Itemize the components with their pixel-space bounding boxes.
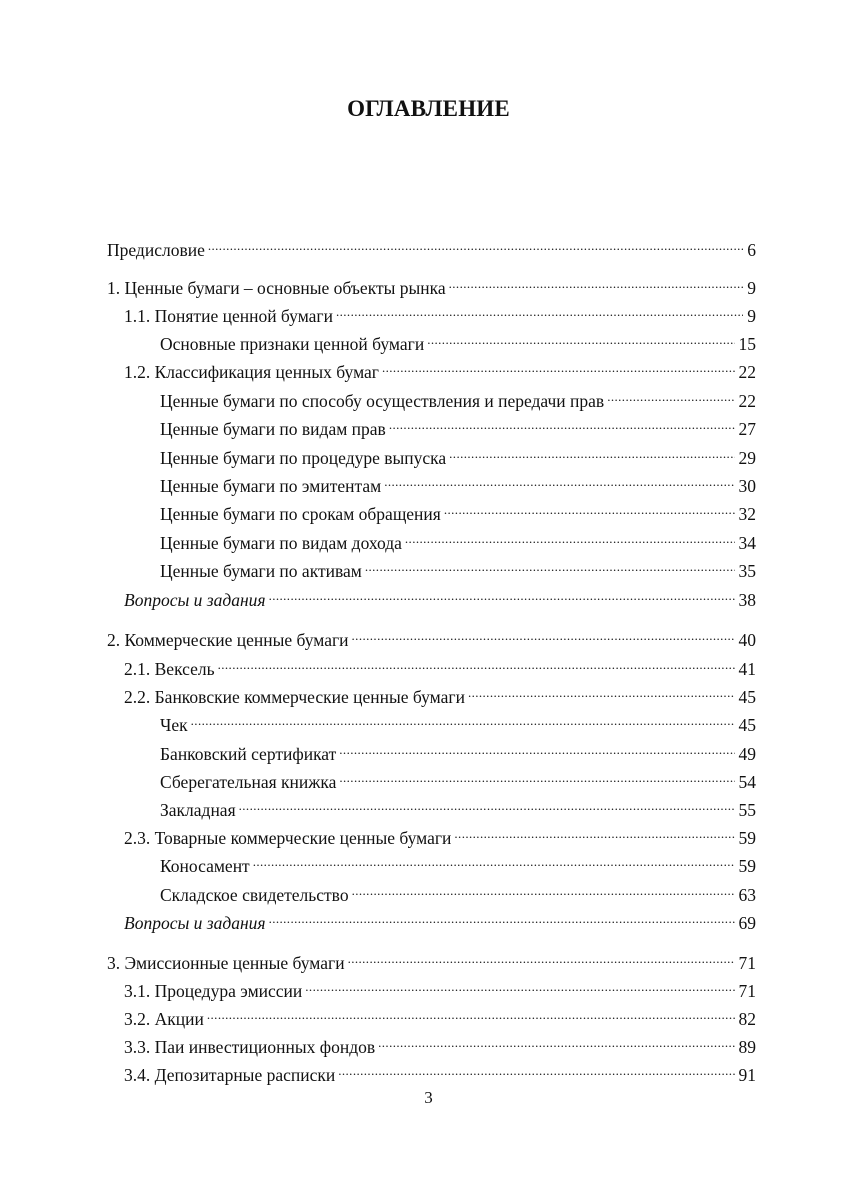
dot-leader	[218, 647, 735, 675]
toc-entry-questions[interactable]	[124, 901, 756, 933]
toc-entry[interactable]	[160, 549, 756, 581]
toc-entry-label: 2.1. Вексель	[124, 659, 215, 679]
toc-entry-label: Ценные бумаги по эмитентам	[160, 476, 382, 496]
toc-entry-label: Основные признаки ценной бумаги	[160, 334, 425, 354]
toc-entry-label: 1.2. Классификация ценных бумаг	[124, 362, 379, 382]
dot-leader	[454, 816, 734, 844]
toc-entry-label: 1.1. Понятие ценной бумаги	[124, 306, 333, 326]
toc-entry-page: 54	[738, 772, 756, 792]
toc-entry-label: Закладная	[160, 800, 236, 820]
toc-entry-page: 41	[738, 659, 756, 679]
toc-entry[interactable]	[160, 379, 756, 411]
toc-entry[interactable]	[124, 350, 756, 382]
toc-entry[interactable]	[160, 464, 756, 496]
dot-leader	[405, 521, 735, 549]
dot-leader	[239, 788, 735, 816]
dot-leader	[352, 873, 735, 901]
dot-leader	[352, 618, 735, 646]
dot-leader	[305, 969, 734, 997]
toc-entry[interactable]	[107, 266, 756, 298]
page-title: ОГЛАВЛЕНИЕ	[347, 96, 510, 121]
toc-entry-page: 71	[738, 953, 756, 973]
toc-entry-page: 82	[738, 1009, 756, 1029]
toc-entry-page: 89	[738, 1037, 756, 1057]
toc-entry[interactable]	[107, 618, 756, 650]
dot-leader	[365, 549, 735, 577]
toc-entry-page: 69	[738, 913, 756, 933]
toc-entry-label: 1. Ценные бумаги – основные объекты рынка	[107, 278, 446, 298]
dot-leader	[382, 350, 735, 378]
toc-entry-page: 9	[747, 306, 756, 326]
dot-leader	[607, 379, 734, 407]
dot-leader	[384, 464, 734, 492]
toc-entry-page: 59	[738, 828, 756, 848]
dot-leader	[339, 732, 734, 760]
toc-entry-label: 3.4. Депозитарные расписки	[124, 1065, 336, 1085]
toc-entry-label: 2.3. Товарные коммерческие ценные бумаги	[124, 828, 452, 848]
toc-entry[interactable]	[124, 997, 756, 1029]
toc-entry[interactable]	[124, 1053, 756, 1085]
toc-entry-label: 2. Коммерческие ценные бумаги	[107, 630, 349, 650]
toc-entry-label: Ценные бумаги по процедуре выпуска	[160, 448, 447, 468]
dot-leader	[269, 901, 735, 929]
toc-entry[interactable]	[160, 732, 756, 764]
toc-entry[interactable]	[160, 873, 756, 905]
toc-entry[interactable]	[124, 969, 756, 1001]
toc-entry[interactable]	[160, 760, 756, 792]
toc-entry-page: 91	[738, 1065, 756, 1085]
toc-entry[interactable]	[160, 521, 756, 553]
dot-leader	[449, 436, 734, 464]
toc-entry-label: Вопросы и задания	[124, 590, 266, 610]
toc-entry-page: 32	[738, 504, 756, 524]
dot-leader	[208, 228, 743, 256]
toc-entry-page: 6	[747, 240, 756, 260]
toc-entry-page: 40	[738, 630, 756, 650]
dot-leader	[191, 703, 735, 731]
toc-entry-label: Ценные бумаги по активам	[160, 561, 362, 581]
toc-entry-page: 9	[747, 278, 756, 298]
toc-entry-label: Ценные бумаги по срокам обращения	[160, 504, 441, 524]
toc-entry-label: 3.1. Процедура эмиссии	[124, 981, 303, 1001]
dot-leader	[338, 1053, 734, 1081]
toc-entry-page: 35	[738, 561, 756, 581]
toc-entry-label: Ценные бумаги по видам дохода	[160, 533, 402, 553]
dot-leader	[427, 322, 734, 350]
toc-entry-label: Ценные бумаги по видам прав	[160, 419, 386, 439]
toc-entry[interactable]	[160, 492, 756, 524]
dot-leader	[389, 407, 735, 435]
toc-entry-page: 38	[738, 590, 756, 610]
toc-entry-label: Чек	[160, 715, 188, 735]
toc-entry-label: Вопросы и задания	[124, 913, 266, 933]
dot-leader	[207, 997, 735, 1025]
toc-entry-page: 63	[738, 885, 756, 905]
dot-leader	[468, 675, 735, 703]
toc-entry-label: Банковский сертификат	[160, 744, 337, 764]
toc-entry-page: 27	[738, 419, 756, 439]
toc-entry-label: 3. Эмиссионные ценные бумаги	[107, 953, 345, 973]
toc-entry-label: 3.3. Паи инвестиционных фондов	[124, 1037, 376, 1057]
toc-entry[interactable]	[124, 1025, 756, 1057]
toc-entry-page: 59	[738, 856, 756, 876]
toc-entry-page: 34	[738, 533, 756, 553]
toc-entry-page: 29	[738, 448, 756, 468]
toc-entry[interactable]	[107, 228, 756, 260]
toc-entry[interactable]	[124, 675, 756, 707]
toc-entry-label: Складское свидетельство	[160, 885, 349, 905]
toc-entry[interactable]	[160, 322, 756, 354]
toc-entry-page: 22	[738, 362, 756, 382]
dot-leader	[348, 941, 735, 969]
dot-leader	[269, 578, 735, 606]
toc-entry-page: 30	[738, 476, 756, 496]
toc-entry-label: Предисловие	[107, 240, 205, 260]
toc-entry[interactable]	[124, 294, 756, 326]
dot-leader	[339, 760, 734, 788]
toc-entry-page: 71	[738, 981, 756, 1001]
toc-entry-label: Коносамент	[160, 856, 250, 876]
toc-entry-label: Сберегательная книжка	[160, 772, 337, 792]
toc-entry-label: 3.2. Акции	[124, 1009, 204, 1029]
toc-entry[interactable]	[124, 647, 756, 679]
toc-entry-page: 22	[738, 391, 756, 411]
toc-entry-page: 55	[738, 800, 756, 820]
dot-leader	[444, 492, 735, 520]
dot-leader	[378, 1025, 734, 1053]
toc-entry[interactable]	[160, 788, 756, 820]
toc-entry-page: 45	[738, 715, 756, 735]
toc-entry[interactable]	[160, 436, 756, 468]
toc-entry-page: 15	[738, 334, 756, 354]
toc-entry[interactable]	[160, 407, 756, 439]
toc-entry[interactable]	[160, 844, 756, 876]
dot-leader	[449, 266, 744, 294]
toc-entry-page: 49	[738, 744, 756, 764]
toc-entry[interactable]	[160, 703, 756, 735]
toc-entry-questions[interactable]	[124, 578, 756, 610]
toc-entry-label: Ценные бумаги по способу осуществления и передачи прав	[160, 391, 605, 411]
toc-entry[interactable]	[124, 816, 756, 848]
page-number: 3	[424, 1088, 433, 1107]
toc-entry[interactable]	[107, 941, 756, 973]
dot-leader	[253, 844, 735, 872]
toc-entry-page: 45	[738, 687, 756, 707]
toc-entry-label: 2.2. Банковские коммерческие ценные бумаги	[124, 687, 465, 707]
dot-leader	[336, 294, 743, 322]
